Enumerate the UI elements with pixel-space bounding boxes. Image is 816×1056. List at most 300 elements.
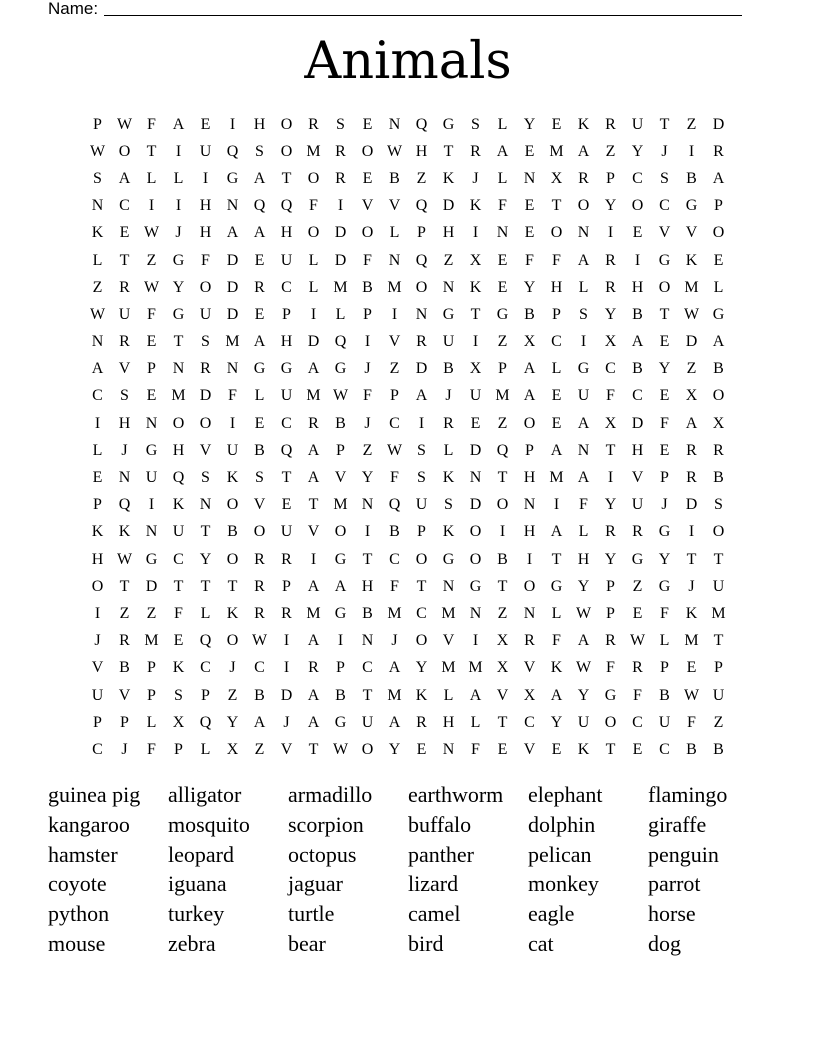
grid-letter: M <box>441 659 456 677</box>
grid-letter: E <box>551 387 562 405</box>
word-item: alligator <box>168 782 242 807</box>
grid-letter: M <box>549 469 564 487</box>
grid-letter: A <box>307 713 320 731</box>
grid-letter: P <box>714 197 723 215</box>
grid-letter: G <box>334 360 347 378</box>
word-item: kangaroo <box>48 811 130 837</box>
grid-letter: P <box>282 577 291 595</box>
grid-letter: U <box>577 387 590 405</box>
grid-letter: P <box>93 713 102 731</box>
grid-letter: F <box>552 251 561 269</box>
grid-letter: G <box>658 523 671 541</box>
word-item: giraffe <box>648 811 707 837</box>
grid-letter: L <box>497 169 508 187</box>
grid-letter: C <box>173 550 184 568</box>
word-item: horse <box>648 901 696 927</box>
grid-letter: F <box>687 713 696 731</box>
grid-letter: K <box>442 523 455 541</box>
grid-letter: P <box>606 169 615 187</box>
grid-letter: T <box>308 740 319 758</box>
grid-letter: N <box>469 604 482 622</box>
grid-letter: B <box>389 169 400 187</box>
grid-letter: Z <box>227 686 238 704</box>
grid-letter: R <box>308 414 319 432</box>
grid-letter: G <box>577 360 590 378</box>
grid-letter: T <box>227 577 238 595</box>
grid-letter: U <box>442 333 455 351</box>
word-item: zebra <box>168 930 216 956</box>
grid-letter: O <box>226 632 239 650</box>
grid-letter: P <box>282 305 291 323</box>
grid-letter: A <box>550 523 563 541</box>
grid-letter: N <box>442 740 455 758</box>
name-field[interactable] <box>48 0 742 19</box>
grid-letter: X <box>469 360 482 378</box>
grid-letter: C <box>389 414 400 432</box>
grid-letter: P <box>363 305 372 323</box>
grid-letter: R <box>605 523 616 541</box>
grid-letter: K <box>172 659 185 677</box>
grid-letter: B <box>254 686 265 704</box>
grid-letter: S <box>174 686 183 704</box>
grid-letter: Q <box>118 496 131 514</box>
grid-letter: A <box>118 169 131 187</box>
grid-letter: Z <box>443 251 454 269</box>
grid-letter: V <box>307 523 320 541</box>
grid-letter: S <box>417 441 426 459</box>
grid-letter: L <box>551 360 562 378</box>
grid-letter: J <box>121 441 128 459</box>
grid-letter: U <box>658 713 671 731</box>
grid-letter: T <box>173 577 184 595</box>
grid-letter: P <box>174 740 183 758</box>
grid-letter: T <box>470 305 481 323</box>
puzzle-title: Animals <box>304 32 512 91</box>
grid-letter: A <box>307 577 320 595</box>
grid-letter: H <box>280 333 293 351</box>
grid-letter: H <box>280 224 293 242</box>
grid-letter: W <box>683 686 700 704</box>
grid-letter: N <box>469 469 482 487</box>
grid-letter: N <box>577 441 590 459</box>
grid-letter: C <box>119 197 130 215</box>
grid-letter: I <box>310 305 317 323</box>
grid-letter: O <box>415 278 428 296</box>
grid-letter: M <box>225 333 240 351</box>
grid-letter: L <box>308 251 319 269</box>
grid-letter: D <box>307 333 320 351</box>
grid-letter: K <box>118 523 131 541</box>
grid-letter: T <box>659 305 670 323</box>
grid-letter: T <box>416 577 427 595</box>
grid-letter: R <box>119 278 130 296</box>
grid-letter: I <box>553 496 560 514</box>
grid-letter: C <box>281 278 292 296</box>
word-item: dog <box>648 930 681 956</box>
grid-letter: Q <box>280 197 293 215</box>
grid-letter: N <box>442 577 455 595</box>
grid-letter: I <box>148 496 155 514</box>
grid-letter: R <box>686 441 697 459</box>
grid-letter: A <box>91 360 104 378</box>
grid-letter: X <box>496 632 509 650</box>
grid-letter: P <box>606 577 615 595</box>
grid-letter: E <box>254 414 265 432</box>
grid-letter: Q <box>415 115 428 133</box>
grid-letter: I <box>634 251 641 269</box>
grid-letter: A <box>712 333 725 351</box>
grid-letter: Q <box>253 197 266 215</box>
grid-letter: G <box>334 713 347 731</box>
grid-letter: P <box>147 659 156 677</box>
grid-letter: L <box>92 251 103 269</box>
grid-letter: H <box>118 414 131 432</box>
grid-letter: E <box>146 333 157 351</box>
grid-letter: Y <box>523 278 536 296</box>
grid-letter: N <box>226 360 239 378</box>
grid-letter: X <box>550 169 563 187</box>
grid-letter: P <box>93 496 102 514</box>
grid-letter: I <box>283 659 290 677</box>
word-item: monkey <box>528 871 599 897</box>
grid-letter: F <box>606 387 615 405</box>
grid-letter: Y <box>577 686 590 704</box>
word-item: pelican <box>528 841 592 867</box>
grid-letter: B <box>254 441 265 459</box>
grid-letter: M <box>495 387 510 405</box>
grid-letter: S <box>255 142 264 160</box>
grid-letter: Q <box>496 441 509 459</box>
grid-letter: E <box>524 197 535 215</box>
grid-letter: A <box>172 115 185 133</box>
grid-letter: B <box>686 740 697 758</box>
grid-letter: E <box>632 604 643 622</box>
grid-letter: T <box>497 469 508 487</box>
grid-letter: E <box>362 169 373 187</box>
grid-letter: E <box>254 305 265 323</box>
grid-letter: A <box>631 333 644 351</box>
grid-letter: B <box>659 686 670 704</box>
grid-letter: D <box>712 115 725 133</box>
grid-letter: K <box>550 659 563 677</box>
grid-letter: Y <box>550 713 563 731</box>
grid-letter: R <box>254 604 265 622</box>
grid-letter: Z <box>254 740 265 758</box>
grid-letter: N <box>442 278 455 296</box>
grid-letter: R <box>605 251 616 269</box>
grid-letter: I <box>148 197 155 215</box>
grid-letter: J <box>229 659 236 677</box>
grid-letter: E <box>551 740 562 758</box>
grid-letter: O <box>550 224 563 242</box>
grid-letter: I <box>607 469 614 487</box>
grid-letter: T <box>281 469 292 487</box>
grid-letter: I <box>94 414 101 432</box>
grid-letter: D <box>226 251 239 269</box>
grid-letter: I <box>175 142 182 160</box>
grid-letter: R <box>308 659 319 677</box>
name-underline[interactable] <box>104 15 742 16</box>
grid-letter: O <box>577 197 590 215</box>
grid-letter: O <box>361 224 374 242</box>
grid-letter: E <box>254 251 265 269</box>
grid-letter: S <box>201 333 210 351</box>
grid-letter: C <box>659 197 670 215</box>
grid-letter: R <box>335 142 346 160</box>
grid-letter: O <box>199 414 212 432</box>
grid-letter: O <box>199 278 212 296</box>
grid-letter: B <box>335 414 346 432</box>
grid-letter: N <box>145 414 158 432</box>
grid-letter: I <box>418 414 425 432</box>
grid-letter: E <box>524 224 535 242</box>
grid-letter: K <box>442 169 455 187</box>
word-item: flamingo <box>648 782 728 807</box>
grid-letter: M <box>387 278 402 296</box>
grid-letter: F <box>633 686 642 704</box>
grid-letter: C <box>524 713 535 731</box>
grid-letter: E <box>686 659 697 677</box>
grid-letter: L <box>659 632 670 650</box>
grid-letter: I <box>472 224 479 242</box>
grid-letter: E <box>362 115 373 133</box>
word-item: jaguar <box>288 871 343 897</box>
grid-letter: A <box>334 577 347 595</box>
grid-letter: X <box>604 333 617 351</box>
grid-letter: M <box>144 632 159 650</box>
grid-letter: M <box>441 604 456 622</box>
grid-letter: A <box>226 224 239 242</box>
grid-letter: O <box>307 224 320 242</box>
grid-letter: T <box>605 740 616 758</box>
grid-letter: L <box>578 278 589 296</box>
grid-letter: Y <box>388 740 401 758</box>
grid-letter: H <box>172 441 185 459</box>
grid-letter: Y <box>172 278 185 296</box>
grid-letter: E <box>713 251 724 269</box>
grid-letter: Z <box>146 604 157 622</box>
grid-letter: O <box>712 523 725 541</box>
grid-letter: Q <box>334 333 347 351</box>
grid-letter: U <box>280 251 293 269</box>
grid-letter: P <box>147 686 156 704</box>
grid-letter: L <box>173 169 184 187</box>
grid-letter: W <box>143 278 160 296</box>
grid-letter: R <box>605 115 616 133</box>
grid-letter: N <box>361 496 374 514</box>
grid-letter: P <box>552 305 561 323</box>
grid-letter: N <box>388 115 401 133</box>
grid-letter: B <box>713 740 724 758</box>
grid-letter: Z <box>605 142 616 160</box>
grid-letter: B <box>227 523 238 541</box>
grid-letter: A <box>307 360 320 378</box>
grid-letter: Q <box>280 441 293 459</box>
grid-letter: T <box>146 142 157 160</box>
grid-letter: A <box>253 333 266 351</box>
grid-letter: Q <box>199 713 212 731</box>
grid-letter: J <box>283 713 290 731</box>
grid-letter: H <box>442 224 455 242</box>
grid-letter: D <box>145 577 158 595</box>
grid-letter: R <box>524 632 535 650</box>
grid-letter: E <box>119 224 130 242</box>
grid-letter: G <box>442 305 455 323</box>
grid-letter: G <box>145 441 158 459</box>
word-item: cat <box>528 930 554 956</box>
grid-letter: K <box>226 469 239 487</box>
grid-letter: T <box>551 197 562 215</box>
grid-letter: I <box>337 632 344 650</box>
grid-letter: X <box>685 387 698 405</box>
grid-letter: R <box>578 169 589 187</box>
grid-letter: L <box>146 713 157 731</box>
grid-letter: M <box>711 604 726 622</box>
grid-letter: O <box>118 142 131 160</box>
grid-letter: H <box>550 278 563 296</box>
grid-letter: Q <box>199 632 212 650</box>
grid-letter: V <box>523 659 536 677</box>
grid-letter: R <box>254 550 265 568</box>
grid-letter: K <box>577 115 590 133</box>
grid-letter: F <box>228 387 237 405</box>
grid-letter: L <box>200 740 211 758</box>
grid-letter: P <box>525 441 534 459</box>
grid-letter: D <box>469 441 482 459</box>
grid-letter: P <box>660 469 669 487</box>
grid-letter: O <box>280 142 293 160</box>
grid-letter: O <box>415 550 428 568</box>
grid-letter: W <box>575 604 592 622</box>
grid-letter: J <box>175 224 182 242</box>
grid-letter: W <box>386 142 403 160</box>
word-item: buffalo <box>408 811 472 837</box>
grid-letter: E <box>497 740 508 758</box>
grid-letter: F <box>363 387 372 405</box>
grid-letter: J <box>445 387 452 405</box>
grid-letter: P <box>120 713 129 731</box>
grid-letter: X <box>172 713 185 731</box>
grid-letter: G <box>469 577 482 595</box>
grid-letter: O <box>523 414 536 432</box>
grid-letter: Z <box>686 115 697 133</box>
word-item: armadillo <box>288 782 373 807</box>
grid-letter: F <box>525 251 534 269</box>
grid-letter: O <box>658 278 671 296</box>
grid-letter: S <box>714 496 723 514</box>
grid-letter: O <box>226 550 239 568</box>
word-item: eagle <box>528 901 575 927</box>
grid-letter: W <box>575 659 592 677</box>
grid-letter: I <box>229 115 236 133</box>
word-item: scorpion <box>288 811 364 837</box>
grid-letter: R <box>200 360 211 378</box>
grid-letter: I <box>337 197 344 215</box>
word-item: octopus <box>288 841 357 867</box>
grid-letter: H <box>253 115 266 133</box>
grid-letter: Q <box>226 142 239 160</box>
grid-letter: C <box>605 360 616 378</box>
grid-letter: A <box>685 414 698 432</box>
grid-letter: I <box>391 305 398 323</box>
grid-letter: H <box>577 550 590 568</box>
grid-letter: U <box>712 577 725 595</box>
grid-letter: W <box>332 387 349 405</box>
grid-letter: C <box>92 740 103 758</box>
grid-letter: R <box>686 469 697 487</box>
grid-letter: I <box>229 414 236 432</box>
grid-letter: V <box>631 469 644 487</box>
grid-letter: W <box>143 224 160 242</box>
name-label: Name: <box>48 0 99 18</box>
grid-letter: V <box>442 632 455 650</box>
grid-letter: E <box>416 740 427 758</box>
grid-letter: C <box>632 169 643 187</box>
grid-letter: Q <box>388 496 401 514</box>
grid-letter: T <box>119 251 130 269</box>
grid-letter: G <box>334 550 347 568</box>
grid-letter: R <box>632 523 643 541</box>
grid-letter: A <box>415 387 428 405</box>
grid-letter: W <box>629 632 646 650</box>
grid-letter: L <box>200 604 211 622</box>
word-item: elephant <box>528 782 603 807</box>
grid-letter: Y <box>604 550 617 568</box>
grid-letter: N <box>199 496 212 514</box>
grid-letter: T <box>713 632 724 650</box>
grid-letter: E <box>659 387 670 405</box>
grid-letter: G <box>172 251 185 269</box>
word-list <box>48 780 768 959</box>
grid-letter: Y <box>604 305 617 323</box>
grid-letter: M <box>549 142 564 160</box>
grid-letter: Z <box>632 577 643 595</box>
grid-letter: F <box>498 197 507 215</box>
word-item: earthworm <box>408 782 504 807</box>
grid-letter: N <box>145 523 158 541</box>
grid-letter: N <box>118 469 131 487</box>
grid-letter: I <box>526 550 533 568</box>
word-item: bear <box>288 930 326 956</box>
grid-letter: C <box>632 387 643 405</box>
grid-letter: H <box>523 469 536 487</box>
grid-letter: E <box>659 333 670 351</box>
word-item: python <box>48 901 110 927</box>
grid-letter: F <box>660 414 669 432</box>
grid-letter: R <box>119 632 130 650</box>
grid-letter: L <box>146 169 157 187</box>
grid-letter: L <box>578 523 589 541</box>
grid-letter: U <box>631 115 644 133</box>
grid-letter: I <box>94 604 101 622</box>
grid-letter: D <box>334 251 347 269</box>
grid-letter: L <box>713 278 724 296</box>
grid-letter: S <box>201 469 210 487</box>
grid-letter: I <box>688 142 695 160</box>
grid-letter: F <box>390 577 399 595</box>
grid-letter: Q <box>415 197 428 215</box>
word-item: parrot <box>648 871 701 897</box>
grid-letter: L <box>335 305 346 323</box>
grid-letter: Z <box>146 251 157 269</box>
grid-letter: A <box>307 469 320 487</box>
grid-letter: A <box>712 169 725 187</box>
grid-letter: M <box>468 659 483 677</box>
grid-letter: O <box>226 496 239 514</box>
word-item: mosquito <box>168 811 250 837</box>
grid-letter: U <box>631 496 644 514</box>
grid-letter: Y <box>577 577 590 595</box>
